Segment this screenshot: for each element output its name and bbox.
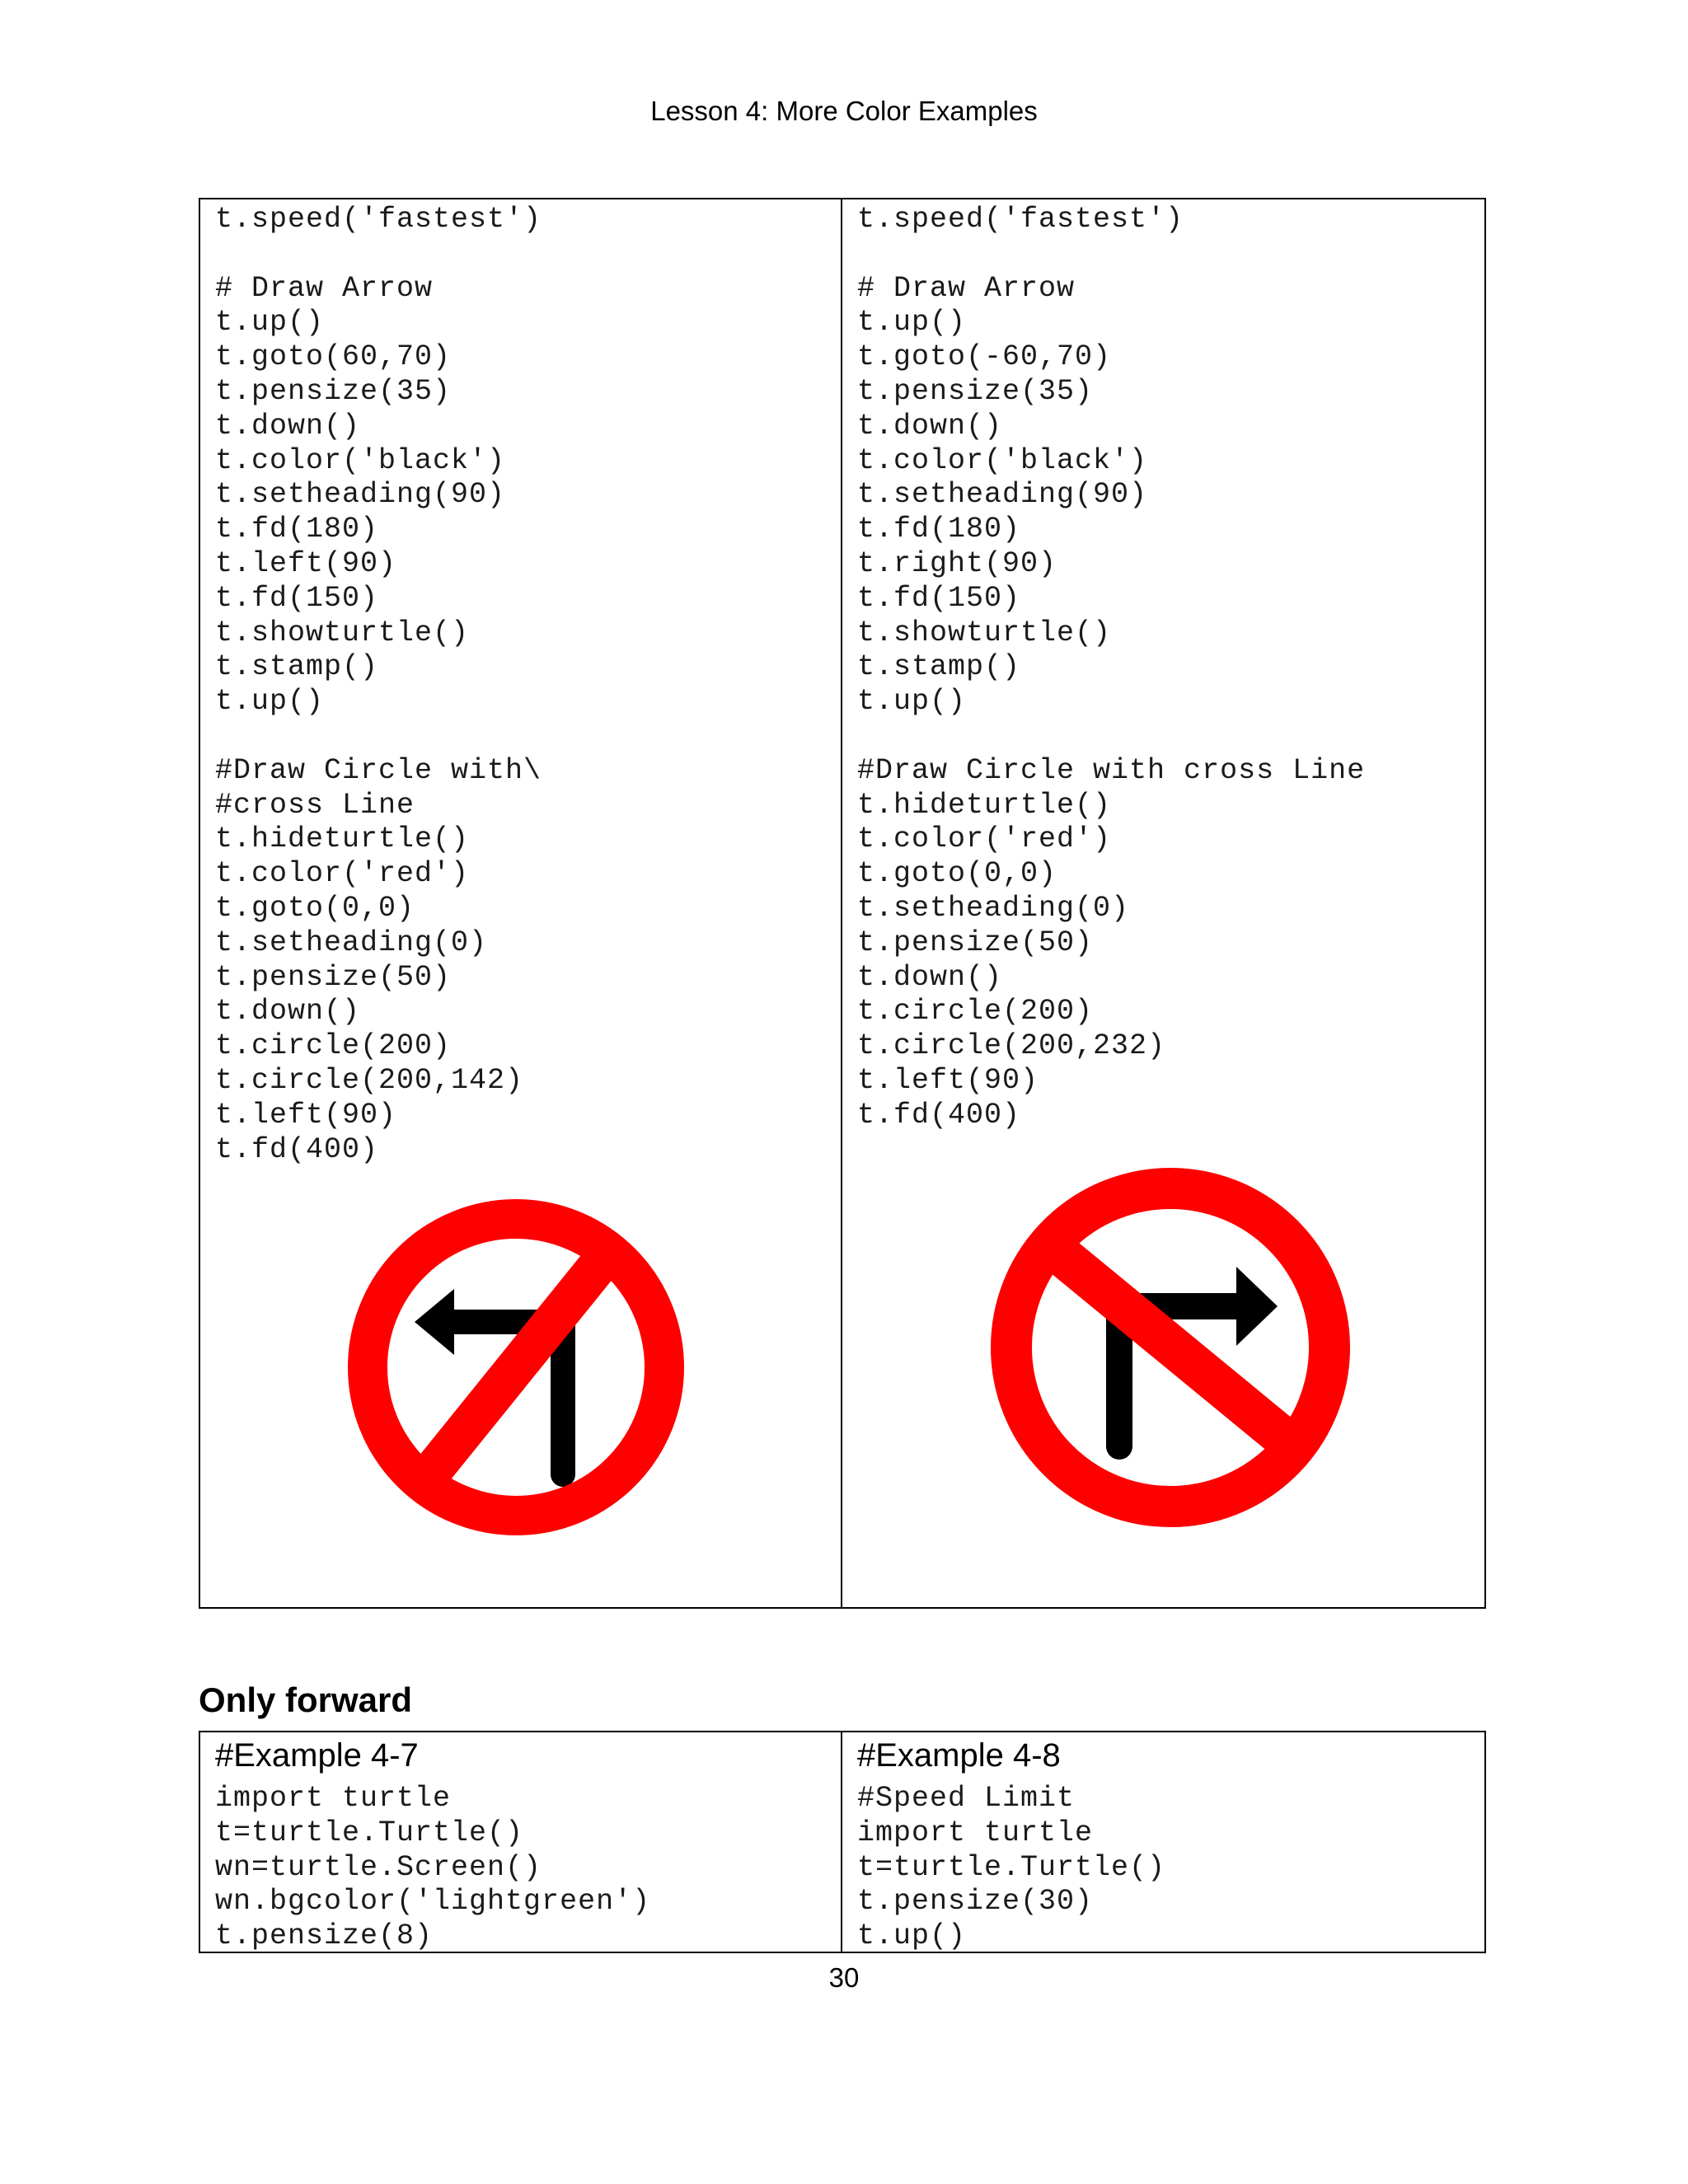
examples-table	[199, 1731, 1486, 1953]
example-4-7-cell	[200, 1732, 842, 1952]
page-header: Lesson 4: More Color Examples	[650, 96, 1038, 126]
example-4-8-title: #Example 4-8	[857, 1737, 1061, 1774]
page-number: 30	[828, 1962, 860, 1993]
left-code-cell	[200, 199, 842, 1607]
example-4-8-code: #Speed Limit import turtle t=turtle.Turtle() t.pensize(30) t.up()	[857, 1782, 1166, 1952]
section-heading: Only forward	[199, 1680, 413, 1719]
code-comparison-table	[199, 198, 1486, 1609]
no-right-turn-code: t.speed('fastest') # Draw Arrow t.up() t.goto(-60,70) t.pensize(35) t.down() t.color('black') t.setheading(90) t.fd(180) t.right(90) t.fd(150) t.showturtle() t.stamp() t.up() #Draw Circle with cross Line t.hideturtle() t.color('red') t.goto(0,0) t.setheading(0) t.pensize(50) t.down() t.circle(200) t.circle(200,232) t.left(90) t.fd(400)	[857, 203, 1366, 1132]
example-4-7-title: #Example 4-7	[215, 1737, 419, 1774]
right-code-cell	[842, 199, 1484, 1607]
no-left-turn-sign-icon	[347, 1198, 685, 1536]
no-right-turn-sign-icon	[989, 1166, 1352, 1529]
no-left-turn-code: t.speed('fastest') # Draw Arrow t.up() t.goto(60,70) t.pensize(35) t.down() t.color('black') t.setheading(90) t.fd(180) t.left(90) t.fd(150) t.showturtle() t.stamp() t.up() #Draw Circle with\ #cross Line t.hideturtle() t.color('red') t.goto(0,0) t.setheading(0) t.pensize(50) t.down() t.circle(200) t.circle(200,142) t.left(90) t.fd(400)	[215, 203, 542, 1166]
example-4-7-code: import turtle t=turtle.Turtle() wn=turtle.Screen() wn.bgcolor('lightgreen') t.pensize(8)	[215, 1782, 651, 1952]
example-4-8-cell	[842, 1732, 1484, 1952]
